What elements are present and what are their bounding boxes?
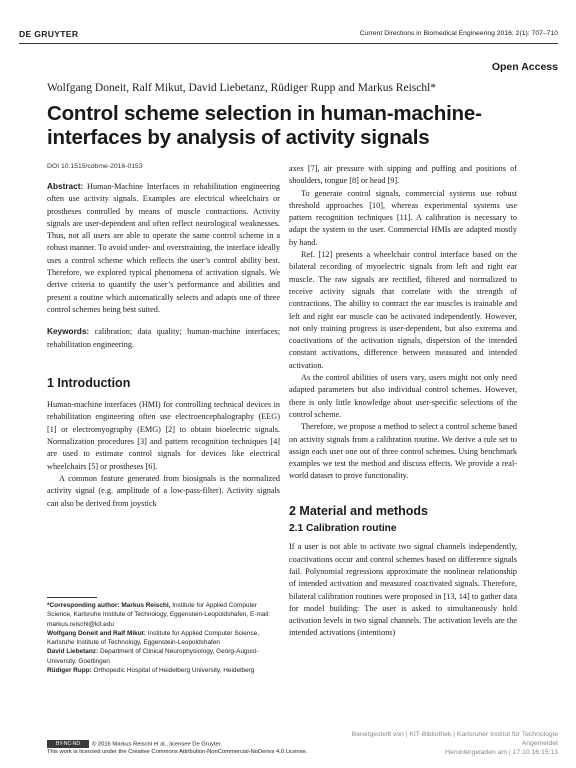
section-heading-methods: 2 Material and methods <box>289 503 428 518</box>
paragraph: axes [7], air pressure with sipping and puffing and positions of shoulders, tongue [8] or head [9]. <box>289 164 517 186</box>
publisher-name: DE GRUYTER <box>19 29 79 39</box>
keywords <box>47 326 280 351</box>
section-heading-introduction: 1 Introduction <box>47 375 131 390</box>
abstract-text: Human-Machine Interfaces in rehabilitation engineering often use activity signals. Examples are electrical wheelchairs or prostheses controlled by means of muscle contractions. Activity signals are user-dependent and often reflect neurological weaknesses. Thus, not all users are able to operate the same control scheme in a robust manner. To avoid under- and overstraining, the interface ideally uses a control scheme which reflects the user’s control ability best. Therefore, we explored typical phenomena of activation signals. We derive criteria to quantify the user’s performance and abilities and present a routine which automatically selects and adapts one of three control schemes being best suited. <box>47 182 281 314</box>
footnote-affiliation: Rüdiger Rupp: Orthopedic Hospital of Heidelberg University, Heidelberg <box>47 667 255 675</box>
watermark-line: Bereitgestellt von | KIT-Bibliothek | Karlsruher Institut für Technologie <box>351 731 558 738</box>
cc-license-badge-icon[interactable]: BY-NC-ND <box>47 740 89 748</box>
paragraph: Human-machine interfaces (HMI) for controlling technical devices in rehabilitation engineering often use electroencephalography (EEG) [1] or electromyography (EMG) [2] to obtain bioelectric signals. Normalization procedures [3] and pattern recognition techniques [4] are used to estimate control signals for devices like electrical wheelchairs [5] or prostheses [6]. <box>47 400 280 471</box>
copyright-line: © 2016 Markus Reischl et al., licensee De Gruyter. <box>92 741 222 748</box>
right-column <box>289 163 517 640</box>
doi-link[interactable]: DOI 10.1515/cdbme-2016-0153 <box>47 163 143 170</box>
open-access-label: Open Access <box>491 61 558 73</box>
footnote-affiliation: David Liebetanz: Department of Clinical Neurophysiology, Georg-August-University, Goettingen <box>47 648 259 665</box>
footnote-divider <box>47 597 97 598</box>
footnote-corresponding-author: *Corresponding author: Markus Reischl, Institute for Applied Computer Science, Karlsruhe Institute of Technology, Eggenstein-Leopoldshafen, E-mail: markus.reischl@kit.edu <box>47 602 271 628</box>
paragraph: A common feature generated from biosignals is the normalized activity signal (e.g. amplitude of a low-pass-filter). Activity signals can also be derived from joystick <box>47 473 280 508</box>
paragraph: To generate control signals, commercial systems use robust threshold approaches [10], whereas experimental systems use pattern recognition techniques [11]. A calibration is necessary to adapt the system to the user. Commercial HMIs are adapted mostly by hand. <box>289 188 517 247</box>
watermark-line: Angemeldet <box>521 740 558 748</box>
abstract <box>47 181 280 316</box>
paragraph: Ref. [12] presents a wheelchair control interface based on the bilateral recording of myoelectric signals from left and right ear muscle. The raw signals are rectified, filtered and normalized to receive activity signals that correlate with the strength of contractions. The ability to contract the ear muscles is trainable and left and right ear muscle can be activated independently. However, not only training progress is user-dependent, but also extrema and coactivations of the activation signals, dispersion of the intended constant activations, difference between measured and intended activation. <box>289 250 517 370</box>
subsection-heading-calibration: 2.1 Calibration routine <box>289 523 397 535</box>
watermark-line: Heruntergeladen am | 17.10.16 15:13 <box>445 749 558 757</box>
abstract-label: Abstract: <box>47 182 84 191</box>
keywords-label: Keywords: <box>47 327 90 337</box>
header-divider <box>19 43 558 44</box>
footnotes <box>47 601 280 675</box>
paragraph: Therefore, we propose a method to select a control scheme based on activity signals from a calibration routine. We derive a rule set to assign each user one out of three control schemes. Using benchmark examples we test the method and discuss effects. We provide a real-world dataset to prove functionality. <box>289 422 517 481</box>
keywords-text: calibration; data quality; human-machine interfaces; rehabilitation engineering. <box>47 327 280 349</box>
author-list: Wolfgang Doneit, Ralf Mikut, David Liebetanz, Rüdiger Rupp and Markus Reischl* <box>47 82 437 94</box>
left-column <box>47 181 280 510</box>
article-title: Control scheme selection in human-machine-interfaces by analysis of activity signals <box>47 102 482 149</box>
footnote-affiliation: Wolfgang Doneit and Ralf Mikut: Institute for Applied Computer Science, Karlsruhe Institute of Technology, Eggenstein-Leopoldshafen <box>47 629 260 647</box>
paragraph: If a user is not able to activate two signal channels independently, coactivations occur and control schemes based on difference signals fail. Polynomial regressions approximate the nonlinear relationship of intended activation and measured coactivated signals. Therefore, bilateral calibration routines were proposed in [13, 14] to gather data for model building: The user is asked to simultaneously hold activation levels in two signal channels. The activation levels are the intended activations (intentions) <box>289 542 517 638</box>
journal-citation: Current Directions in Biomedical Engineering 2016; 2(1): 707–710 <box>359 30 558 37</box>
download-watermark <box>258 730 558 758</box>
license-line: This work is licensed under the Creative Commons Attribution-NonCommercial-NoDerivs 4.0 License. <box>47 748 308 755</box>
paragraph: As the control abilities of users vary, users might not only need adapted parameters but also individual control schemes. However, there is only little knowledge about user-specific selections of the control scheme. <box>289 373 517 419</box>
